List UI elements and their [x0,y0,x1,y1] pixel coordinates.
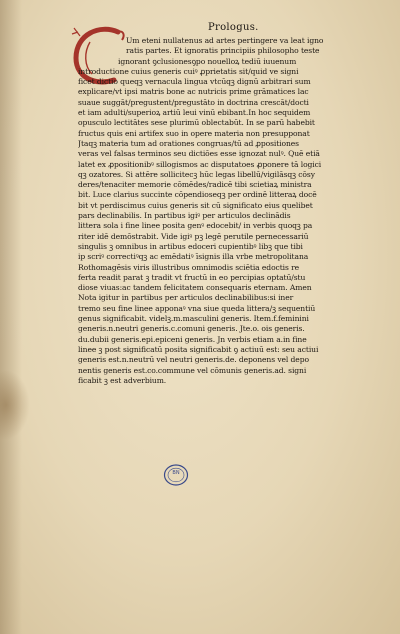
text-line: veras vel falsas terminos seu dictiōes esse ignozat nulꝰ. Quē etiā [78,149,320,159]
text-line: Nota igitur in partibus per articulos declinabilibus:si iner [78,293,294,303]
text-line: tremo seu fine linee apponaꝰ vna siue queda littera/ꝫ sequentiū [78,303,316,313]
text-line: fructus quis eni artifex suo in opere materia non presupponat [78,128,310,138]
text-line: latet ex ꝓpositionibꝰ sillogismos ac disputatoes ꝓponere tā logici [78,159,322,169]
text-line: riter idē demōstrabit. Vide igiꝰ pꝫ legē perutile pernecessariū [78,231,309,241]
text-line: genus significabit. videlꝫ.m.masculini generis. Item.f.feminini [78,314,309,324]
text-line: diose viuas:ac tandem felicitatem consequaris eternam. Amen [78,283,312,293]
text-line: ficabit ꝫ est adverbium. [78,375,167,385]
text-line: Jtaqꝫ materia tum ad orationes congruas/tū ad ꝓpositiones [78,138,299,148]
text-line: ficet dictio queqꝫ vernacula lingua vtcūqꝫ dignū arbitrari sum [78,77,311,87]
text-line: ignorant ꝯclusionesꝯpo nouelloꝝ tediū iuuenum [118,56,297,66]
text-line: Um eteni nullatenus ad artes pertingere va leat igno [126,36,324,45]
text-line: linee ꝫ post significatū posita significabit ꝯ actiuū est: seu actiui [78,344,319,354]
paper-stain [0,370,30,440]
body-text [78,36,390,386]
text-line: generis est.n.neutrū vel neutri generis.de. deponens vel depo [78,355,309,365]
text-line: opusculo lectitātes sese plurimū oblectabūt. In se parū habebit [78,118,315,128]
text-line: bit. Luce clarius succinte cōpendioseqꝫ per ordinē litteraꝝ docē [78,190,317,200]
text-line: deres/tenaciter memorie cōmēdes/radicē tibi scietiaꝝ ministra [78,180,312,190]
text-line: suaue suggāt/pregustent/pregustāto in doctrina crescāt/docti [78,97,309,107]
text-line: introductione cuius generis cuiꝰ ꝓprietatis sit/quid ve signi [78,66,299,76]
text-line: Rothomagēsis viris illustribus omnimodis sciētia edoctis re [78,262,300,272]
text-line: littera sola i fine linee posita genꝰ edocebit/ in verbis quoqꝫ pa [78,221,313,231]
text-line: qꝫ ozatores. Si attēre sollicitecꝫ hūc legas libellū/vigilāsqꝫ cōsy [78,169,315,179]
text-line: nentis generis est.co.commune vel cōmunis generis.ad. signi [78,365,307,375]
text-line: generis.n.neutri generis.c.comuni generis. Jte.o. ois generis. [78,324,305,334]
library-stamp [163,463,189,487]
page-heading: Prologus. [208,22,259,33]
text-line: bit vt perdiscimus cuius generis sit cū significato eius quelibet [78,200,313,210]
text-line: explicare/vt ipsi matris bone ac nutricis prime grāmatices lac [78,87,309,97]
text-line: singulis ꝫ omnibus in artibus edoceri cupientibꝰ libꝫ que tibi [78,241,303,251]
text-line: ip scriꝰ correctiꝰqꝫ ac emēdatiꝰ īsignis illa vrbe metropolitana [78,252,309,262]
text-line: ferta readit parat ꝫ tradit vt fructū in eo percipias optatū/stu [78,272,306,282]
text-line: du.dubii generis.epi.epiceni generis. Jn verbis etiam a.in fine [78,334,307,344]
text-line: et iam adulti/superioꝝ artiū leui vinū ebibant.In hoc sequidem [78,108,311,118]
text-line: ratis partes. Et ignoratis principiis philosopho teste [126,46,320,56]
binding-shadow [0,0,22,634]
stamp-text: BN [172,470,180,476]
text-line: pars declinabilis. In partibus igiꝰ per articulos declinādis [78,211,291,221]
